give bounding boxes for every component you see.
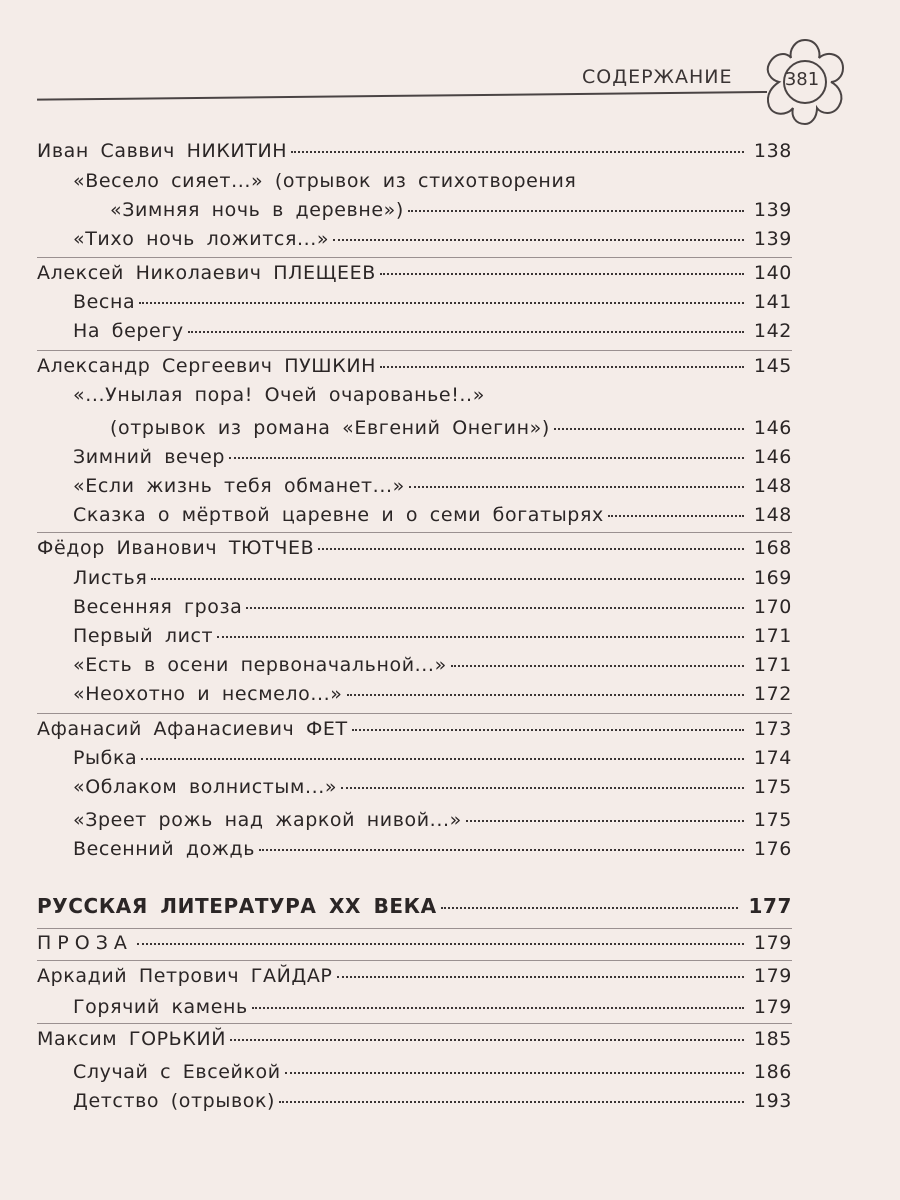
toc-entry-page: 148: [753, 504, 792, 526]
toc-entry-page: 175: [753, 776, 792, 798]
toc-entry-page: 173: [753, 718, 792, 740]
toc-entry: [73, 996, 792, 1018]
dot-leader: [337, 976, 744, 978]
toc-entry: [73, 683, 792, 705]
toc-entry: [73, 446, 792, 468]
toc-entry: [73, 654, 792, 676]
toc-entry-page: 171: [753, 625, 792, 647]
toc-entry: [73, 596, 792, 618]
toc-entry-page: 141: [753, 291, 792, 313]
divider: [37, 532, 792, 533]
toc-entry: [73, 838, 792, 860]
toc-entry-title: Зимний вечер: [73, 446, 226, 468]
dot-leader: [608, 515, 744, 517]
toc-entry: [73, 475, 792, 497]
dot-leader: [409, 486, 744, 488]
toc-entry: [110, 417, 792, 439]
toc-entry: [73, 170, 792, 192]
toc-entry-page: 169: [753, 567, 792, 589]
toc-entry-title: Горячий камень: [73, 996, 248, 1018]
toc-entry: [37, 537, 792, 559]
toc-entry-page: 168: [753, 537, 792, 559]
dot-leader: [279, 1101, 744, 1103]
toc-entry: [73, 291, 792, 313]
toc-entry-page: 179: [753, 965, 792, 987]
toc-entry-title: «Весело сияет...» (отрывок из стихотворения: [73, 170, 577, 192]
toc-entry-page: 139: [753, 228, 792, 250]
toc-entry-title: «...Унылая пора! Очей очарованье!..»: [73, 384, 485, 406]
toc-entry: [73, 504, 792, 526]
dot-leader: [188, 331, 744, 333]
toc-entry-title: Алексей Николаевич ПЛЕЩЕЕВ: [37, 262, 376, 284]
dot-leader: [246, 607, 744, 609]
dot-leader: [141, 758, 744, 760]
toc-entry-title: «Неохотно и несмело...»: [73, 683, 343, 705]
toc-entry-page: 170: [753, 596, 792, 618]
toc-entry-title: Рыбка: [73, 747, 138, 769]
toc-entry-title: «Если жизнь тебя обманет...»: [73, 475, 405, 497]
toc-entry-page: 179: [753, 996, 792, 1018]
dot-leader: [139, 302, 744, 304]
toc-entry-title: (отрывок из романа «Евгений Онегин»): [110, 417, 550, 439]
toc-entry-page: 138: [753, 140, 792, 162]
toc-entry: [73, 567, 792, 589]
dot-leader: [291, 151, 744, 153]
dot-leader: [217, 636, 744, 638]
toc-entry: [37, 965, 792, 987]
toc-entry-title: ПРОЗА: [37, 932, 133, 954]
toc-entry: [37, 262, 792, 284]
toc-entry: [73, 809, 792, 831]
toc-entry: [73, 320, 792, 342]
divider: [37, 350, 792, 351]
toc-entry-page: 171: [753, 654, 792, 676]
toc-entry-page: 177: [748, 894, 792, 918]
toc-entry-title: Иван Саввич НИКИТИН: [37, 140, 288, 162]
toc-entry-page: 140: [753, 262, 792, 284]
dot-leader: [441, 907, 739, 909]
toc-entry-title: Александр Сергеевич ПУШКИН: [37, 355, 377, 377]
toc-entry-page: 186: [753, 1061, 792, 1083]
toc-entry: [37, 718, 792, 740]
dot-leader: [137, 943, 744, 945]
toc-entry-title: РУССКАЯ ЛИТЕРАТУРА XX ВЕКА: [37, 894, 437, 918]
toc-entry-page: 185: [753, 1028, 792, 1050]
dot-leader: [318, 548, 744, 550]
toc-entry-page: 174: [753, 747, 792, 769]
toc-entry-page: 145: [753, 355, 792, 377]
divider: [37, 1023, 792, 1024]
toc-entry-title: Детство (отрывок): [73, 1090, 276, 1112]
toc-entry-title: Сказка о мёртвой царевне и о семи богатырях: [73, 504, 604, 526]
dot-leader: [230, 1039, 744, 1041]
toc-entry-title: Максим ГОРЬКИЙ: [37, 1028, 227, 1050]
divider: [37, 928, 792, 929]
toc-entry-title: Случай с Евсейкой: [73, 1061, 281, 1083]
toc-entry-title: «Облаком волнистым...»: [73, 776, 338, 798]
toc-entry-page: 172: [753, 683, 792, 705]
dot-leader: [347, 694, 744, 696]
dot-leader: [352, 729, 744, 731]
divider: [37, 257, 792, 258]
dot-leader: [408, 210, 744, 212]
toc-entry: [73, 384, 792, 406]
toc-entry-page: 139: [753, 199, 792, 221]
toc-entry: [37, 932, 792, 954]
toc-entry: [37, 1028, 792, 1050]
toc-entry-title: Аркадий Петрович ГАЙДАР: [37, 965, 333, 987]
toc-entry-page: 175: [753, 809, 792, 831]
toc-entry-page: 142: [753, 320, 792, 342]
dot-leader: [229, 457, 744, 459]
toc-entry-title: «Зреет рожь над жаркой нивой...»: [73, 809, 462, 831]
toc-entry-page: 148: [753, 475, 792, 497]
dot-leader: [341, 787, 744, 789]
toc-entry-title: «Зимняя ночь в деревне»): [110, 199, 404, 221]
toc-entry-title: Весенняя гроза: [73, 596, 243, 618]
dot-leader: [451, 665, 744, 667]
divider: [37, 960, 792, 961]
toc-entry: [73, 228, 792, 250]
toc-entry: [37, 894, 792, 918]
toc-entry-title: «Есть в осени первоначальной...»: [73, 654, 447, 676]
dot-leader: [554, 428, 744, 430]
toc-entry: [37, 355, 792, 377]
toc-entry: [73, 625, 792, 647]
toc-entry-page: 146: [753, 417, 792, 439]
toc-entry-title: Листья: [73, 567, 148, 589]
toc-entry: [73, 747, 792, 769]
toc-entry-page: 193: [753, 1090, 792, 1112]
toc-entry-title: Весна: [73, 291, 136, 313]
toc-entry: [73, 776, 792, 798]
running-header-title: СОДЕРЖАНИЕ: [582, 66, 733, 88]
toc-entry-title: Фёдор Иванович ТЮТЧЕВ: [37, 537, 315, 559]
toc-entry-title: Афанасий Афанасиевич ФЕТ: [37, 718, 348, 740]
toc-entry: [73, 1061, 792, 1083]
toc-entry-title: На берегу: [73, 320, 184, 342]
header-rule: [37, 91, 767, 101]
dot-leader: [380, 366, 744, 368]
page-number: 381: [784, 69, 820, 90]
toc-entry: [73, 1090, 792, 1112]
toc-entry-page: 146: [753, 446, 792, 468]
dot-leader: [466, 820, 744, 822]
toc-entry-page: 179: [753, 932, 792, 954]
toc-entry: [110, 199, 792, 221]
toc-entry-title: Первый лист: [73, 625, 214, 647]
toc-entry-page: 176: [753, 838, 792, 860]
dot-leader: [151, 578, 744, 580]
dot-leader: [333, 239, 744, 241]
toc-entry-title: Весенний дождь: [73, 838, 256, 860]
toc-entry: [37, 140, 792, 162]
divider: [37, 713, 792, 714]
dot-leader: [285, 1072, 744, 1074]
toc-entry-title: «Тихо ночь ложится...»: [73, 228, 330, 250]
dot-leader: [380, 273, 744, 275]
dot-leader: [252, 1007, 744, 1009]
dot-leader: [259, 849, 744, 851]
